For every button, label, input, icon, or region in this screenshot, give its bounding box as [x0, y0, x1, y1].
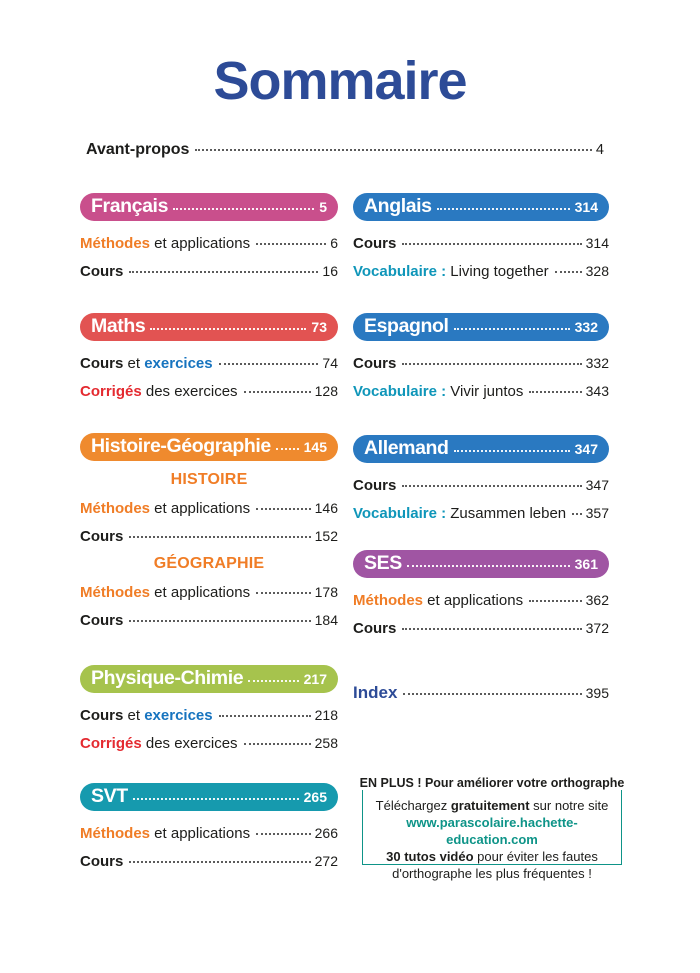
entry-label: Vivir juntos	[446, 383, 524, 400]
entry-label: Living together	[446, 263, 549, 280]
dotted-leader	[173, 208, 314, 210]
entry-label: Cours	[80, 355, 124, 372]
dotted-leader	[555, 271, 582, 273]
section-header	[80, 665, 338, 693]
subsection-heading-geographie: GÉOGRAPHIE	[153, 555, 265, 572]
entry-label: et applications	[150, 235, 251, 252]
section-page-number: 347	[574, 441, 598, 457]
entry-label: Zusammen leben	[446, 505, 567, 522]
dotted-leader	[403, 693, 581, 695]
entry-page-number: 266	[314, 825, 338, 841]
dotted-leader	[129, 620, 310, 622]
section-header	[353, 193, 609, 221]
toc-entry	[353, 235, 609, 252]
dotted-leader	[437, 208, 570, 210]
entry-label-accent: Méthodes	[80, 500, 151, 517]
dotted-leader	[256, 508, 311, 510]
entry-page-number: 128	[314, 383, 338, 399]
entry-page-number: 74	[322, 355, 338, 371]
entry-label: et applications	[423, 592, 524, 609]
toc-entry-avant-propos	[86, 141, 604, 159]
section-maths	[80, 313, 338, 400]
entry-page-number: 16	[322, 263, 338, 279]
toc-entry	[353, 477, 609, 494]
entry-page-number: 357	[585, 505, 609, 521]
toc-entry	[353, 592, 609, 609]
section-espagnol	[353, 313, 609, 400]
dotted-leader	[256, 833, 311, 835]
section-title: Espagnol	[364, 314, 449, 337]
section-page-number: 217	[303, 671, 327, 687]
entry-label: Cours	[80, 707, 124, 724]
entry-label-accent: Vocabulaire :	[353, 505, 447, 522]
section-title: SVT	[91, 784, 128, 807]
dotted-leader	[402, 363, 581, 365]
dotted-leader	[529, 391, 581, 393]
entry-label: Cours	[80, 528, 124, 545]
entry-label: et	[123, 707, 145, 724]
entry-label: des exercices	[141, 735, 238, 752]
entry-page-number: 146	[314, 500, 338, 516]
entry-label: et	[123, 355, 145, 372]
toc-entry	[80, 355, 338, 372]
toc-entry	[80, 235, 338, 252]
entry-page-number: 395	[585, 685, 609, 701]
section-histoire-geographie	[80, 433, 338, 629]
section-page-number: 265	[303, 789, 327, 805]
toc-entry	[80, 735, 338, 752]
entry-label: Cours	[80, 612, 124, 629]
toc-entry	[80, 383, 338, 400]
entry-page-number: 332	[585, 355, 609, 371]
toc-entry	[353, 505, 609, 522]
entry-label-accent: exercices	[144, 707, 213, 724]
dotted-leader	[454, 450, 570, 452]
page-title: Sommaire	[213, 51, 467, 111]
entry-page-number: 272	[314, 853, 338, 869]
section-page-number: 361	[574, 556, 598, 572]
toc-entry	[80, 528, 338, 545]
section-page-number: 5	[319, 199, 327, 215]
dotted-leader	[402, 243, 581, 245]
entry-label-accent: Corrigés	[80, 383, 142, 400]
promo-website-url: www.parascolaire.hachette-education.com	[406, 815, 578, 847]
dotted-leader	[244, 391, 311, 393]
dotted-leader	[129, 271, 318, 273]
entry-label-accent: Méthodes	[80, 584, 151, 601]
entry-label-accent: Méthodes	[353, 592, 424, 609]
promo-line	[363, 797, 621, 814]
toc-entry	[80, 584, 338, 601]
section-francais	[80, 193, 338, 280]
section-header	[80, 783, 338, 811]
section-title: Allemand	[364, 436, 449, 459]
section-header	[80, 433, 338, 461]
entry-page-number: 218	[314, 707, 338, 723]
section-title: Histoire-Géographie	[91, 434, 271, 457]
dotted-leader	[454, 328, 570, 330]
dotted-leader	[195, 149, 592, 151]
section-title: Français	[91, 194, 169, 217]
entry-page-number: 178	[314, 584, 338, 600]
entry-page-number: 314	[585, 235, 609, 251]
entry-page-number: 184	[314, 612, 338, 628]
entry-page-number: 362	[585, 592, 609, 608]
entry-label-accent: Vocabulaire :	[353, 263, 447, 280]
entry-page-number: 328	[585, 263, 609, 279]
entry-label: Cours	[80, 853, 124, 870]
entry-label: Cours	[353, 235, 397, 252]
promo-text-bold: gratuitement	[450, 798, 530, 813]
entry-page-number: 4	[595, 142, 604, 158]
section-anglais	[353, 193, 609, 280]
section-ses	[353, 550, 609, 637]
dotted-leader	[402, 485, 581, 487]
promo-title: EN PLUS ! Pour améliorer votre orthographe	[355, 776, 630, 790]
toc-entry-index	[353, 683, 609, 703]
entry-page-number: 6	[330, 235, 338, 251]
dotted-leader	[219, 715, 311, 717]
entry-label: Cours	[353, 355, 397, 372]
promo-line: d'orthographe les plus fréquentes !	[392, 866, 592, 881]
dotted-leader	[402, 628, 581, 630]
dotted-leader	[256, 243, 326, 245]
section-header	[80, 193, 338, 221]
section-header	[353, 550, 609, 578]
toc-entry	[353, 620, 609, 637]
section-page-number: 73	[311, 319, 327, 335]
dotted-leader	[248, 680, 298, 682]
toc-entry	[353, 263, 609, 280]
dotted-leader	[572, 513, 581, 515]
dotted-leader	[150, 328, 306, 330]
dotted-leader	[219, 363, 319, 365]
promo-body	[363, 784, 621, 882]
toc-entry	[80, 853, 338, 870]
toc-entry	[80, 825, 338, 842]
entry-page-number: 347	[585, 477, 609, 493]
entry-label: et applications	[150, 584, 251, 601]
entry-label: Cours	[353, 477, 397, 494]
entry-label: Avant-propos	[86, 141, 190, 158]
section-header	[353, 313, 609, 341]
dotted-leader	[129, 861, 310, 863]
dotted-leader	[129, 536, 310, 538]
subsection-heading-histoire: HISTOIRE	[170, 471, 248, 488]
section-title: Maths	[91, 314, 146, 337]
section-title: Physique-Chimie	[91, 666, 244, 689]
promo-box	[359, 776, 625, 881]
promo-text: Téléchargez	[375, 798, 451, 813]
entry-page-number: 372	[585, 620, 609, 636]
promo-text-bold: 30 tutos vidéo	[386, 849, 474, 864]
section-title: Anglais	[364, 194, 432, 217]
toc-entry	[80, 263, 338, 280]
toc-entry	[80, 500, 338, 517]
promo-line	[363, 848, 621, 865]
dotted-leader	[407, 565, 570, 567]
entry-label-accent: Corrigés	[80, 735, 142, 752]
dotted-leader	[256, 592, 311, 594]
section-page-number: 314	[574, 199, 598, 215]
entry-label: et applications	[150, 500, 251, 517]
section-page-number: 332	[574, 319, 598, 335]
dotted-leader	[244, 743, 311, 745]
toc-entry	[80, 707, 338, 724]
section-allemand	[353, 435, 609, 522]
entry-label: des exercices	[141, 383, 238, 400]
entry-label: Index	[353, 683, 398, 702]
dotted-leader	[529, 600, 582, 602]
dotted-leader	[133, 798, 299, 800]
toc-entry	[353, 355, 609, 372]
entry-label: Cours	[80, 263, 124, 280]
entry-page-number: 343	[585, 383, 609, 399]
section-page-number: 145	[303, 439, 327, 455]
section-header	[353, 435, 609, 463]
entry-label: et applications	[150, 825, 251, 842]
entry-page-number: 152	[314, 528, 338, 544]
entry-label-accent: Méthodes	[80, 825, 151, 842]
promo-text: pour éviter les fautes	[473, 849, 598, 864]
promo-text: sur notre site	[529, 798, 609, 813]
toc-entry	[353, 383, 609, 400]
section-title: SES	[364, 551, 402, 574]
section-svt	[80, 783, 338, 870]
entry-label: Cours	[353, 620, 397, 637]
entry-label-accent: Vocabulaire :	[353, 383, 447, 400]
dotted-leader	[276, 448, 299, 450]
entry-page-number: 258	[314, 735, 338, 751]
section-header	[80, 313, 338, 341]
entry-label-accent: Méthodes	[80, 235, 151, 252]
section-physique-chimie	[80, 665, 338, 752]
toc-entry	[80, 612, 338, 629]
entry-label-accent: exercices	[144, 355, 213, 372]
